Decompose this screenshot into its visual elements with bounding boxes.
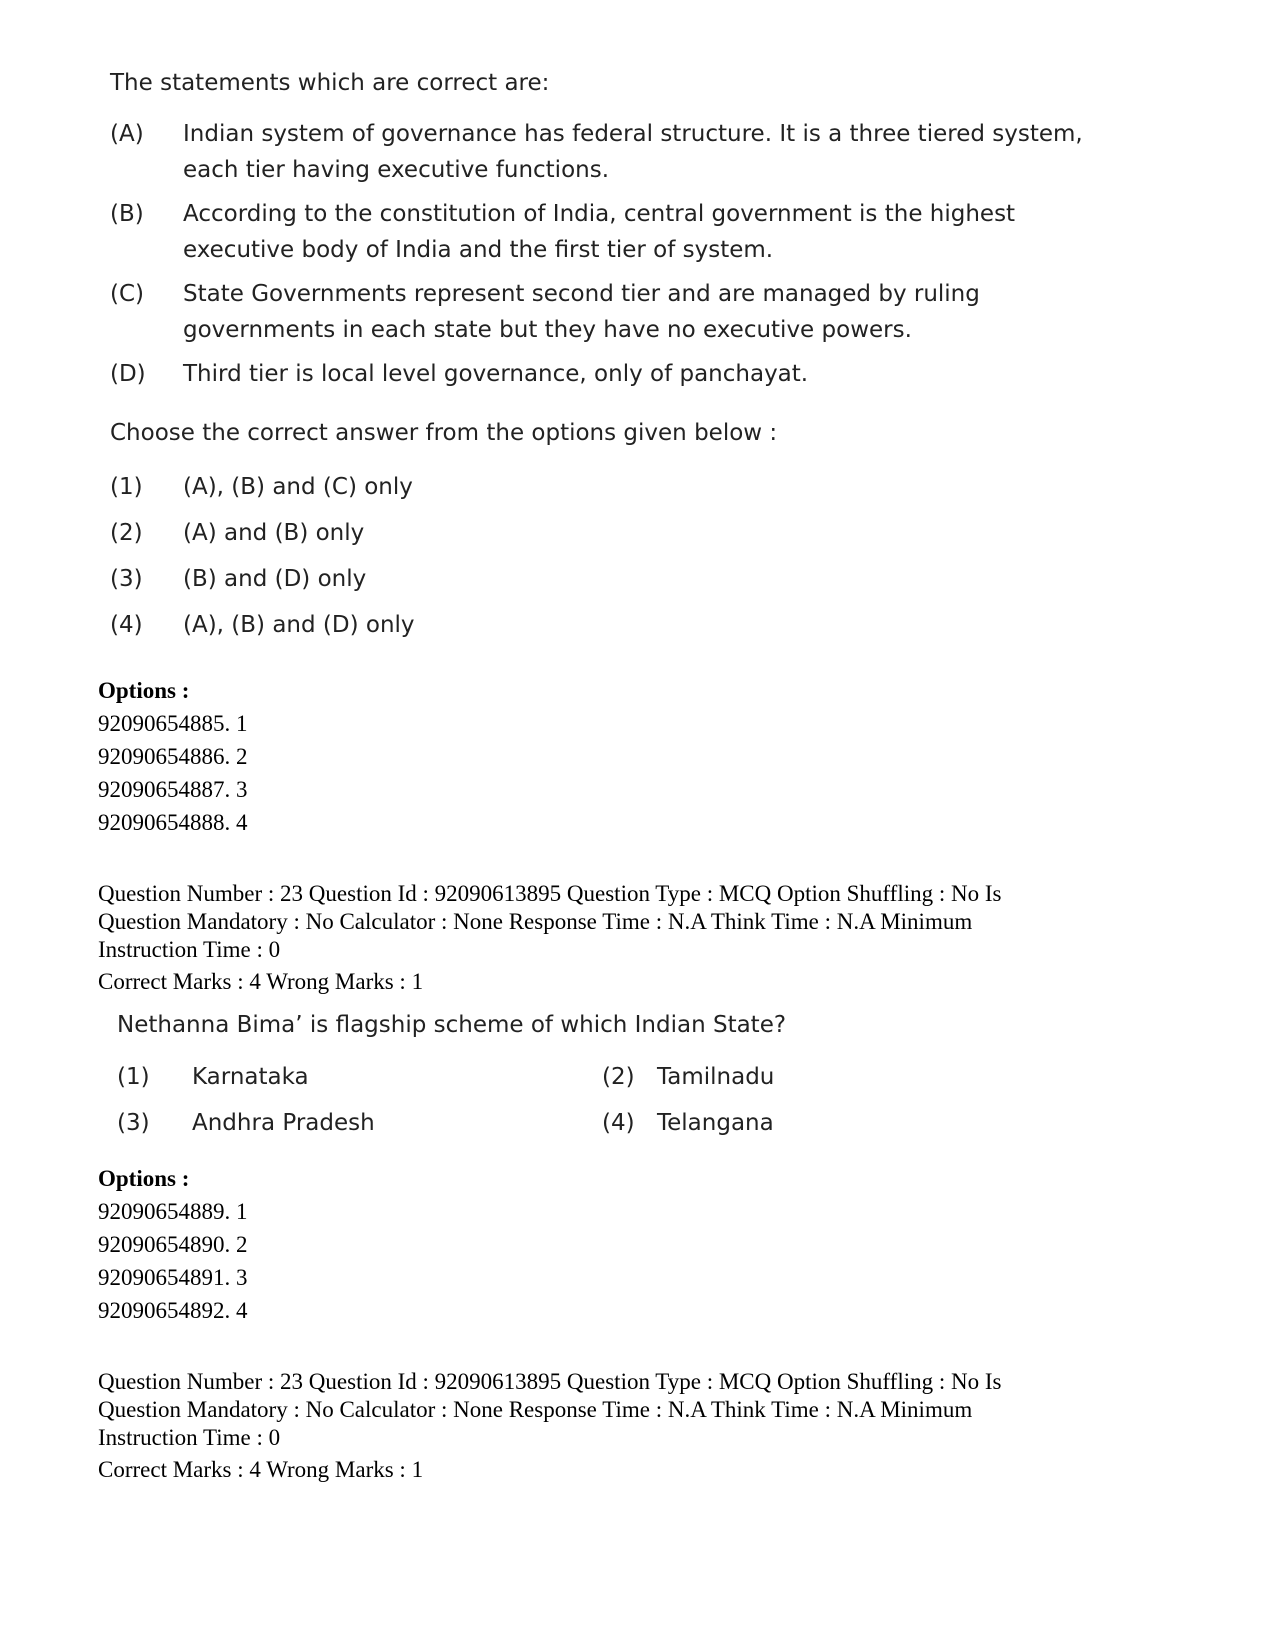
option-id: 92090654886. 2 [98,744,248,769]
marks-line: Correct Marks : 4 Wrong Marks : 1 [98,969,424,994]
statement-c [110,276,1083,348]
option-id: 92090654892. 4 [98,1298,248,1323]
answer-grid [117,1054,857,1146]
question-header-23 [98,880,1198,996]
question-header-line: Instruction Time : 0 [98,937,281,962]
statement-b [110,196,1083,268]
option-id: 92090654891. 3 [98,1265,248,1290]
question-header-next [98,1368,1198,1484]
answer-text: (A) and (B) only [183,520,365,546]
answer-choice [110,602,1083,648]
statement-text: According to the constitution of India, central government is the highest executive body of India and the first tier of system. [183,201,1016,263]
answer-text: Telangana [657,1110,774,1136]
options-block-q23 [98,1162,1198,1327]
answer-text: Karnataka [192,1064,309,1090]
option-id: 92090654887. 3 [98,777,248,802]
option-id: 92090654889. 1 [98,1199,248,1224]
answer-text: (B) and (D) only [183,566,367,592]
statement-label: (A) [110,121,144,147]
question-header-line: Instruction Time : 0 [98,1425,281,1450]
option-id: 92090654890. 2 [98,1232,248,1257]
answer-label: (3) [110,566,143,592]
options-heading: Options : [98,1166,190,1191]
answer-label: (2) [110,520,143,546]
answer-label: (4) [110,612,143,638]
question-text: Nethanna Bima’ is flagship scheme of which Indian State? [117,1012,787,1038]
choose-instruction: Choose the correct answer from the options given below : [110,420,778,446]
question-image-statements [110,70,1083,648]
answer-label: (1) [117,1064,150,1090]
answer-label: (2) [602,1064,635,1090]
answer-label: (3) [117,1110,150,1136]
answer-text: (A), (B) and (C) only [183,474,413,500]
question-header-line: Question Mandatory : No Calculator : None Response Time : N.A Think Time : N.A Minimum [98,1397,973,1422]
answer-text: Andhra Pradesh [192,1110,375,1136]
statement-label: (D) [110,361,146,387]
statement-d [110,356,1083,392]
statement-text: Third tier is local level governance, only of panchayat. [183,361,809,387]
statement-label: (C) [110,281,145,307]
options-block-q22 [98,674,1198,839]
question-header-line: Question Mandatory : No Calculator : None Response Time : N.A Think Time : N.A Minimum [98,909,973,934]
statement-text: State Governments represent second tier and are managed by ruling governments in each state but they have no executive powers. [183,281,980,343]
answer-label: (1) [110,474,143,500]
answer-choice [110,556,1083,602]
answer-list [110,464,1083,648]
answer-label: (4) [602,1110,635,1136]
marks-line: Correct Marks : 4 Wrong Marks : 1 [98,1457,424,1482]
statement-list [110,116,1083,392]
statements-intro: The statements which are correct are: [110,70,550,96]
answer-text: Tamilnadu [657,1064,775,1090]
answer-choice [110,464,1083,510]
statement-text: Indian system of governance has federal structure. It is a three tiered system, each tier having executive functions. [183,121,1083,183]
options-heading: Options : [98,678,190,703]
option-id: 92090654888. 4 [98,810,248,835]
answer-text: (A), (B) and (D) only [183,612,415,638]
question-header-line: Question Number : 23 Question Id : 92090613895 Question Type : MCQ Option Shuffling : No Is [98,1369,1002,1394]
answer-choice [110,510,1083,556]
option-id: 92090654885. 1 [98,711,248,736]
question-header-line: Question Number : 23 Question Id : 92090613895 Question Type : MCQ Option Shuffling : No Is [98,881,1002,906]
question-image-scheme [117,1012,857,1146]
statement-a [110,116,1083,188]
statement-label: (B) [110,201,144,227]
